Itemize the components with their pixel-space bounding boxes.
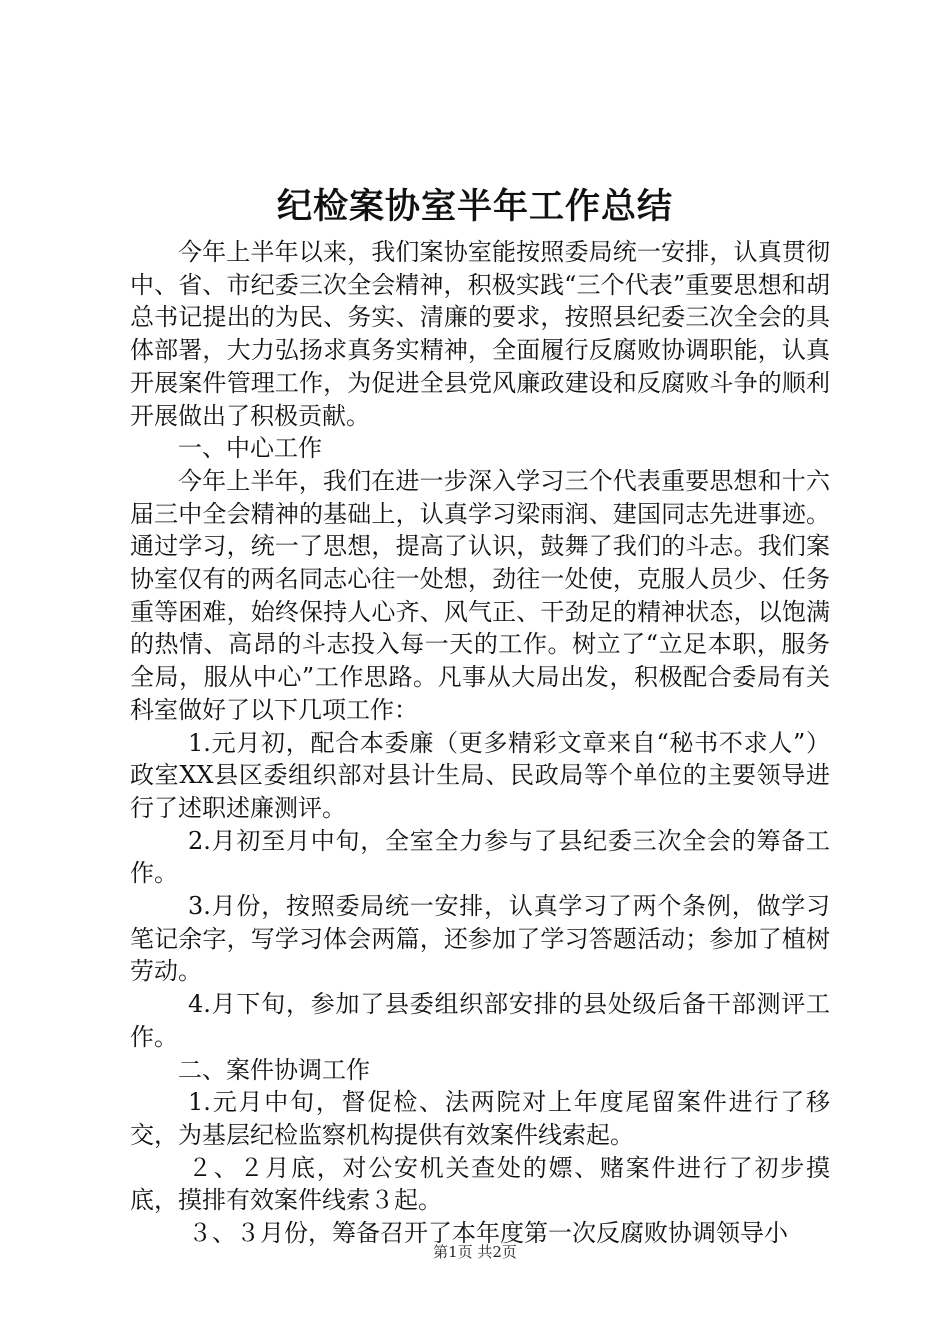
page-footer: 第1页 共2页 [433,1243,517,1261]
list-item: ３、３月份，筹备召开了本年度第一次反腐败协调领导小 [188,1219,788,1248]
section-heading-case-coordination: 二、案件协调工作 [178,1055,370,1084]
list-item: ２、２月底，对公安机关查处的嫖、赌案件进行了初步摸底，摸排有效案件线索３起。 [130,1153,830,1215]
document-title: 纪检案协室半年工作总结 [276,186,673,227]
list-item: 4.月下旬，参加了县委组织部安排的县处级后备干部测评工作。 [130,990,830,1051]
list-item: 1.元月中旬，督促检、法两院对上年度尾留案件进行了移交，为基层纪检监察机构提供有效案件线索起。 [130,1088,830,1149]
central-work-paragraph: 今年上半年，我们在进一步深入学习三个代表重要思想和十六届三中全会精神的基础上，认真学习梁雨润、建国同志先进事迹。通过学习，统一了思想，提高了认识，鼓舞了我们的斗志。我们案协室仅有的两名同志心往一处想，劲往一处使，克服人员少、任务重等困难，始终保持人心齐、风气正、干劲足的精神状态，以饱满的热情、高昂的斗志投入每一天的工作。树立了“立足本职，服务全局，服从中心”工作思路。凡事从大局出发，积极配合委局有关科室做好了以下几项工作： [130,466,830,724]
list-item: 3.月份，按照委局统一安排，认真学习了两个条例，做学习笔记余字，写学习体会两篇，还参加了学习答题活动；参加了植树劳动。 [130,892,830,986]
intro-paragraph: 今年上半年以来，我们案协室能按照委局统一安排，认真贯彻中、省、市纪委三次全会精神，积极实践“三个代表”重要思想和胡总书记提出的为民、务实、清廉的要求，按照县纪委三次全会的具体部署，大力弘扬求真务实精神，全面履行反腐败协调职能，认真开展案件管理工作，为促进全县党风廉政建设和反腐败斗争的顺利开展做出了积极贡献。 [130,238,830,430]
section-heading-central-work: 一、中心工作 [178,434,322,463]
document-body [130,236,830,1250]
list-item: 2.月初至月中旬，全室全力参与了县纪委三次全会的筹备工作。 [130,826,830,888]
list-item: 1.元月初，配合本委廉（更多精彩文章来自“秘书不求人”）政室XX县区委组织部对县计生局、民政局等个单位的主要领导进行了述职述廉测评。 [130,728,830,822]
